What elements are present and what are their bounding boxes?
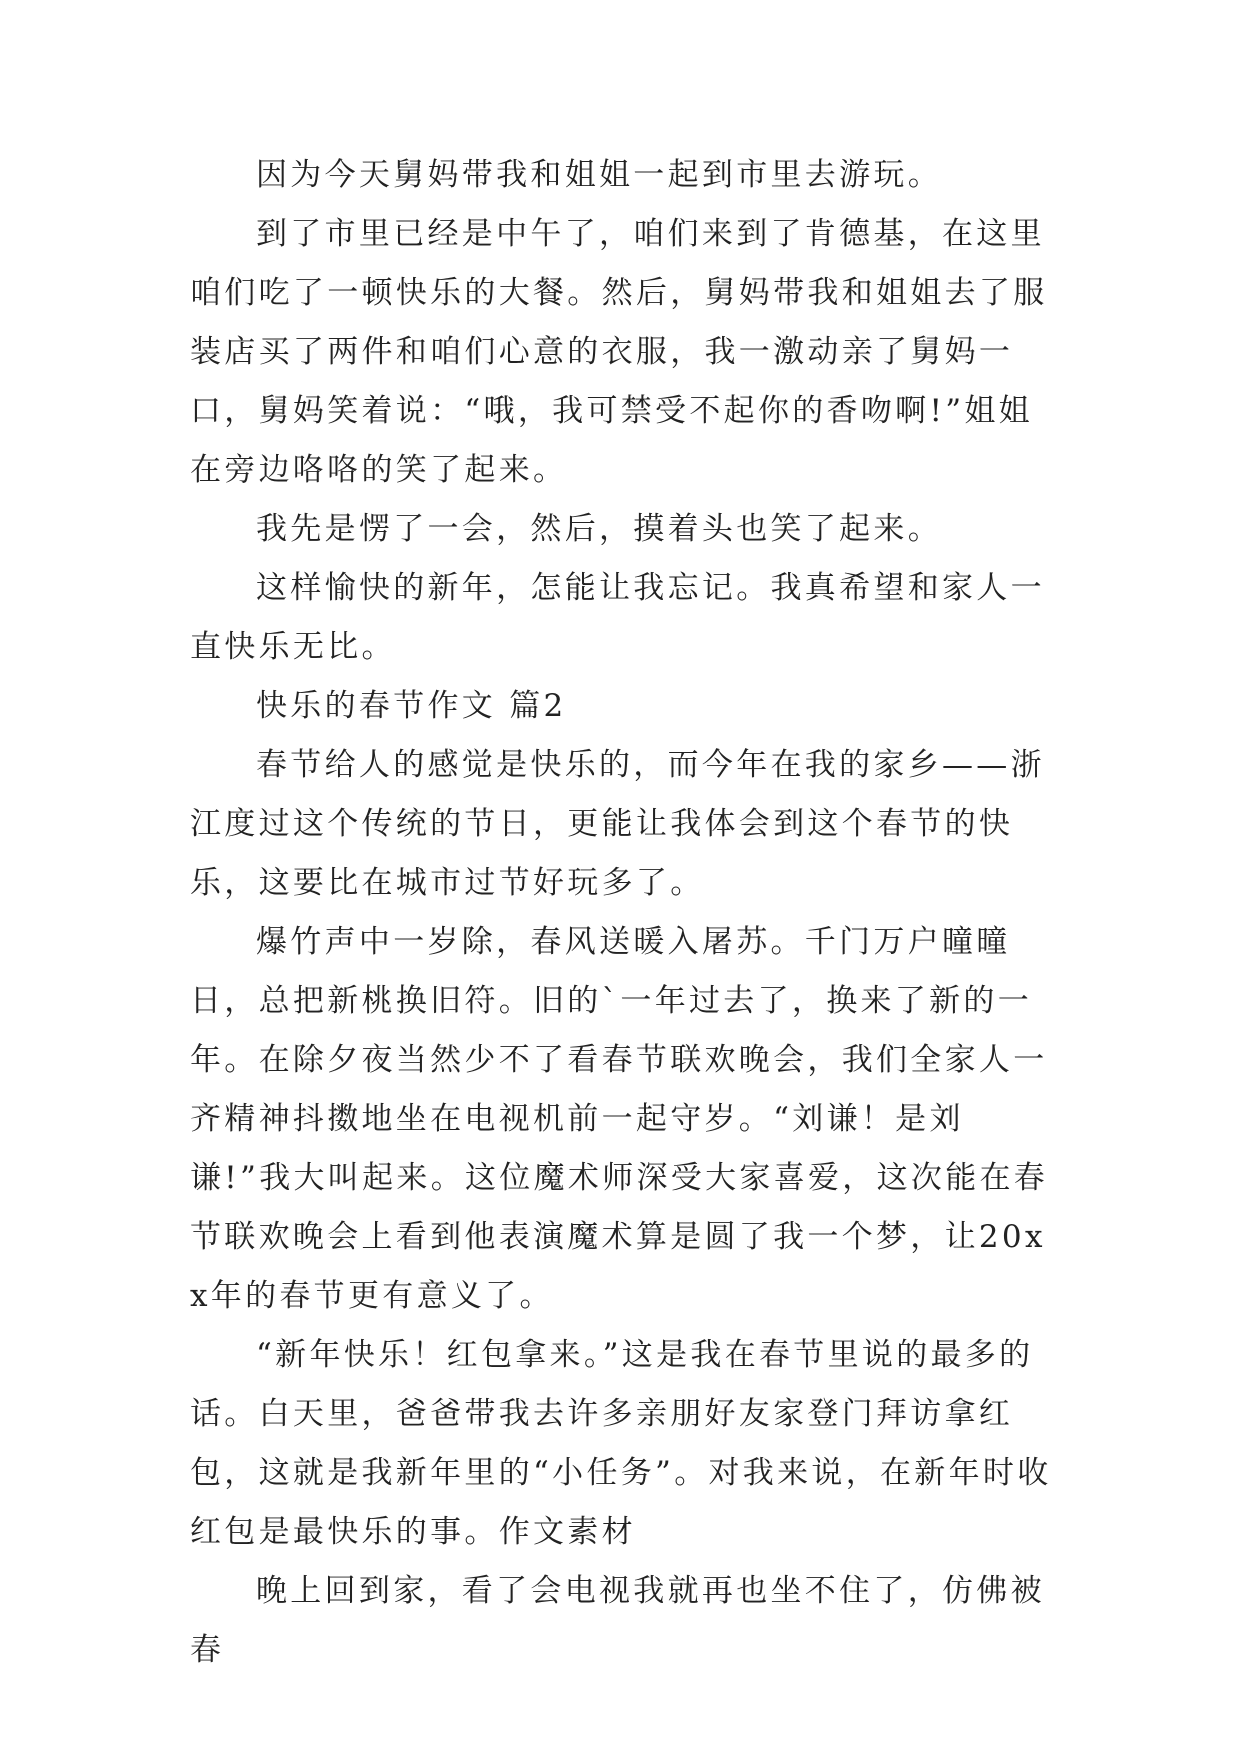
paragraph: 春节给人的感觉是快乐的，而今年在我的家乡——浙江度过这个传统的节日，更能让我体会到这个春节的快乐，这要比在城市过节好玩多了。 <box>190 747 1045 901</box>
paragraph: 因为今天舅妈带我和姐姐一起到市里去游玩。 <box>256 157 942 193</box>
paragraph: “新年快乐！红包拿来。”这是我在春节里说的最多的话。白天里，爸爸带我去许多亲朋好友家登门拜访拿红包，这就是我新年里的“小任务”。对我来说，在新年时收红包是最快乐的事。作文素材 <box>190 1337 1052 1550</box>
paragraph: 爆竹声中一岁除，春风送暖入屠苏。千门万户曈曈日，总把新桃换旧符。旧的`一年过去了，换来了新的一年。在除夕夜当然少不了看春节联欢晚会，我们全家人一齐精神抖擞地坐在电视机前一起守岁。“刘谦！是刘谦!”我大叫起来。这位魔术师深受大家喜爱，这次能在春节联欢晚会上看到他表演魔术算是圆了我一个梦，让20xx年的春节更有意义了。 <box>190 924 1049 1314</box>
paragraph: 我先是愣了一会，然后，摸着头也笑了起来。 <box>256 511 942 547</box>
paragraph: 这样愉快的新年，怎能让我忘记。我真希望和家人一直快乐无比。 <box>190 570 1045 665</box>
document-body <box>190 146 1060 1680</box>
paragraph: 晚上回到家，看了会电视我就再也坐不住了，仿佛被春 <box>190 1573 1045 1668</box>
section-heading: 快乐的春节作文 篇2 <box>256 688 567 724</box>
paragraph: 到了市里已经是中午了，咱们来到了肯德基，在这里咱们吃了一顿快乐的大餐。然后，舅妈带我和姐姐去了服装店买了两件和咱们心意的衣服，我一激动亲了舅妈一口，舅妈笑着说：“哦，我可禁受不起你的香吻啊!”姐姐在旁边咯咯的笑了起来。 <box>190 216 1048 488</box>
